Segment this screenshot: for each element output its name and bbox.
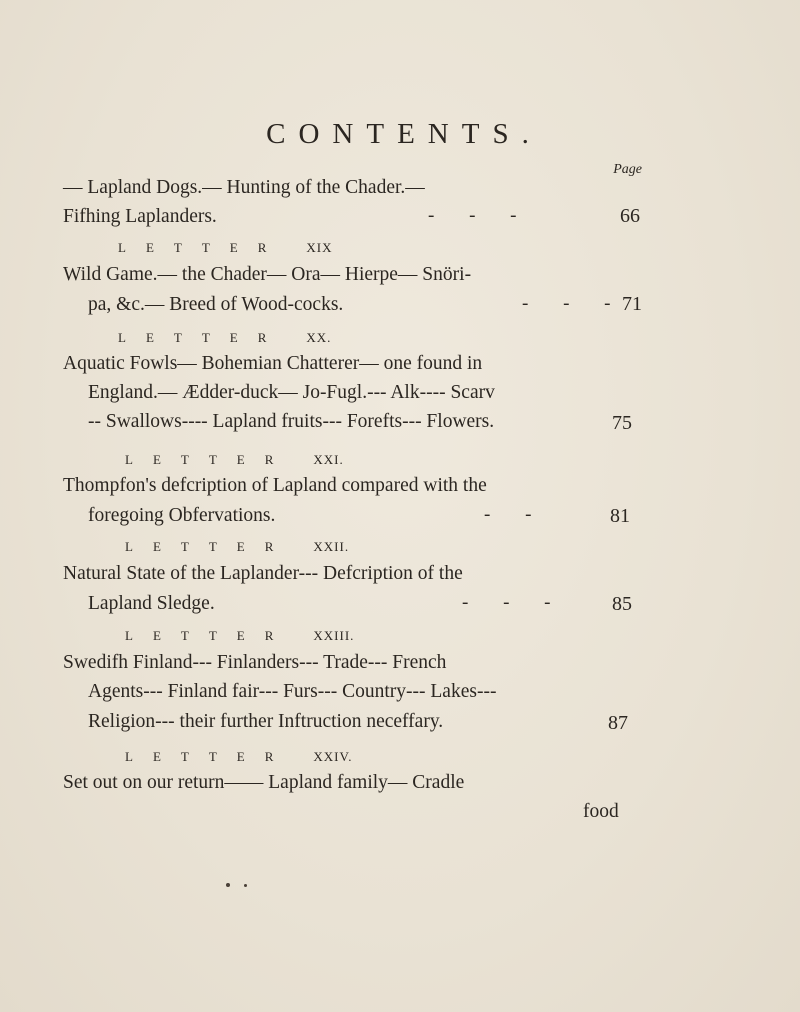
- letter-heading: [125, 539, 349, 555]
- entry-line: Swedifh Finland--- Finlanders--- Trade--- French: [63, 652, 447, 673]
- entry-line: Agents--- Finland fair--- Furs--- Country--- Lakes---: [88, 681, 497, 702]
- entry-line: Lapland Sledge.: [88, 593, 215, 614]
- entry-line: England.— Ædder-duck— Jo-Fugl.--- Alk---- Scarv: [88, 382, 495, 403]
- entry-line: Religion--- their further Inftruction neceffary.: [88, 711, 444, 732]
- entry-line: Fifhing Laplanders.: [63, 206, 217, 227]
- entry-line: Wild Game.— the Chader— Ora— Hierpe— Snöri-: [63, 264, 472, 285]
- letter-number: XIX: [306, 240, 333, 255]
- letter-word: LETTER: [118, 330, 287, 345]
- letter-heading: [125, 628, 354, 644]
- letter-number: XXIV.: [313, 749, 353, 764]
- leader-dashes: - - -: [462, 592, 551, 613]
- page-column-label: Page: [613, 162, 642, 177]
- entry-line: — Lapland Dogs.— Hunting of the Chader.—: [63, 177, 425, 198]
- letter-number: XXIII.: [313, 628, 355, 643]
- page-number: 66: [620, 205, 640, 227]
- letter-heading: [125, 749, 352, 765]
- letter-number: XXII.: [313, 539, 350, 554]
- catchword: food: [583, 801, 619, 822]
- page-number: 87: [608, 712, 628, 734]
- entry-line: -- Swallows---- Lapland fruits--- Forefts--- Flowers.: [88, 411, 495, 432]
- entry-line: pa, &c.— Breed of Wood-cocks.: [88, 294, 344, 315]
- letter-heading: [118, 240, 333, 256]
- page-number: 71: [622, 293, 642, 315]
- letter-word: LETTER: [125, 628, 294, 643]
- page-title: CONTENTS.: [266, 118, 542, 150]
- entry-line: Set out on our return—— Lapland family— Cradle: [63, 772, 465, 793]
- page-number: 75: [612, 412, 632, 434]
- entry-line: foregoing Obfervations.: [88, 505, 276, 526]
- leader-dashes: - - -: [428, 205, 517, 226]
- page-number: 85: [612, 593, 632, 615]
- leader-dashes: - - -: [522, 293, 611, 314]
- letter-word: LETTER: [125, 539, 294, 554]
- letter-word: LETTER: [125, 452, 294, 467]
- leader-dashes: - -: [484, 504, 532, 525]
- letter-word: LETTER: [118, 240, 287, 255]
- entry-line: Natural State of the Laplander--- Defcription of the: [63, 563, 463, 584]
- letter-heading: [118, 330, 331, 346]
- letter-number: XXI.: [313, 452, 344, 467]
- entry-line: Thompfon's defcription of Lapland compared with the: [63, 475, 487, 496]
- letter-number: XX.: [306, 330, 332, 345]
- letter-word: LETTER: [125, 749, 294, 764]
- paper-speck: [244, 884, 247, 887]
- letter-heading: [125, 452, 344, 468]
- page-number: 81: [610, 505, 630, 527]
- paper-speck: [226, 883, 230, 887]
- entry-line: Aquatic Fowls— Bohemian Chatterer— one found in: [63, 353, 483, 374]
